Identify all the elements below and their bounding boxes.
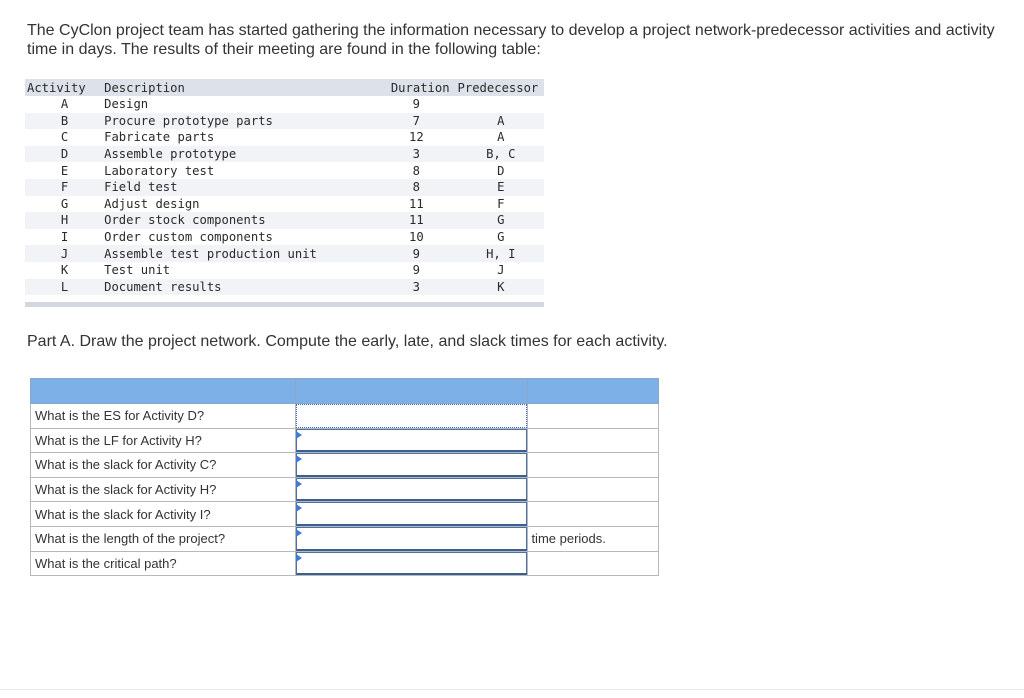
activity-duration: 12 (375, 129, 457, 146)
question-label: What is the critical path? (31, 551, 296, 576)
activity-id: G (25, 196, 104, 213)
activity-table-footer-bar (25, 302, 544, 307)
question-row (31, 453, 659, 478)
activity-predecessor: F (458, 196, 544, 213)
question-label: What is the ES for Activity D? (31, 404, 296, 429)
question-label: What is the LF for Activity H? (31, 428, 296, 453)
activity-id: K (25, 262, 104, 279)
activity-row (25, 279, 544, 296)
activity-description: Document results (104, 279, 375, 296)
question-grid (30, 378, 659, 576)
question-row (31, 526, 659, 551)
answer-unit (528, 428, 659, 453)
activity-row (25, 129, 544, 146)
activity-description: Assemble prototype (104, 146, 375, 163)
activity-table-header (25, 79, 544, 96)
activity-description: Assemble test production unit (104, 245, 375, 262)
question-row (31, 551, 659, 576)
page-bottom-divider (0, 689, 1024, 690)
activity-row (25, 179, 544, 196)
answer-unit (528, 404, 659, 429)
question-header-cell (31, 379, 296, 404)
activity-description: Test unit (104, 262, 375, 279)
activity-id: J (25, 245, 104, 262)
activity-id: A (25, 96, 104, 113)
activity-row (25, 113, 544, 130)
header-activity: Activity (25, 79, 104, 96)
answer-flag-icon (296, 455, 302, 463)
answer-input[interactable] (296, 453, 528, 477)
activity-id: D (25, 146, 104, 163)
activity-table (25, 79, 544, 295)
activity-row (25, 262, 544, 279)
activity-row (25, 196, 544, 213)
activity-duration: 8 (375, 179, 457, 196)
question-label: What is the slack for Activity C? (31, 453, 296, 478)
answer-cell (295, 526, 528, 551)
activity-id: L (25, 279, 104, 296)
answer-cell (295, 502, 528, 527)
activity-duration: 3 (375, 279, 457, 296)
activity-id: F (25, 179, 104, 196)
activity-predecessor: G (458, 229, 544, 246)
answer-cell (295, 404, 528, 429)
activity-row (25, 146, 544, 163)
activity-row (25, 245, 544, 262)
intro-text: The CyClon project team has started gathering the information necessary to develop a project network-predecessor activities and activity time in days. The results of their meeting are found in the following table: (27, 22, 995, 58)
activity-duration: 10 (375, 229, 457, 246)
answer-input[interactable] (296, 552, 528, 576)
activity-predecessor: G (458, 212, 544, 229)
activity-description: Laboratory test (104, 162, 375, 179)
activity-predecessor: K (458, 279, 544, 296)
answer-cell (295, 453, 528, 478)
answer-unit (528, 551, 659, 576)
header-duration: Duration (375, 79, 457, 96)
answer-input[interactable] (296, 478, 528, 502)
activity-description: Design (104, 96, 375, 113)
activity-row (25, 212, 544, 229)
activity-duration: 9 (375, 262, 457, 279)
question-label: What is the length of the project? (31, 526, 296, 551)
answer-flag-icon (296, 431, 302, 439)
activity-description: Adjust design (104, 196, 375, 213)
question-row (31, 428, 659, 453)
activity-id: H (25, 212, 104, 229)
answer-input[interactable] (296, 429, 528, 453)
activity-predecessor: J (458, 262, 544, 279)
activity-description: Order custom components (104, 229, 375, 246)
question-label: What is the slack for Activity I? (31, 502, 296, 527)
answer-input[interactable] (296, 502, 528, 526)
activity-description: Order stock components (104, 212, 375, 229)
answer-flag-icon (296, 529, 302, 537)
header-description: Description (104, 79, 375, 96)
answer-input[interactable] (296, 404, 528, 428)
answer-unit (528, 453, 659, 478)
activity-duration: 11 (375, 212, 457, 229)
answer-unit: time periods. (528, 526, 659, 551)
answer-unit (528, 477, 659, 502)
question-row (31, 404, 659, 429)
activity-predecessor: H, I (458, 245, 544, 262)
activity-duration: 9 (375, 245, 457, 262)
answer-unit (528, 502, 659, 527)
activity-predecessor: A (458, 129, 544, 146)
question-row (31, 477, 659, 502)
unit-header-cell (528, 379, 659, 404)
answer-flag-icon (296, 504, 302, 512)
question-label: What is the slack for Activity H? (31, 477, 296, 502)
activity-predecessor (458, 96, 544, 113)
activity-id: I (25, 229, 104, 246)
activity-description: Field test (104, 179, 375, 196)
activity-description: Fabricate parts (104, 129, 375, 146)
activity-predecessor: D (458, 162, 544, 179)
part-a-instructions: Part A. Draw the project network. Compute the early, late, and slack times for each activity. (27, 333, 668, 350)
header-predecessor: Predecessor (458, 79, 544, 96)
activity-duration: 7 (375, 113, 457, 130)
activity-row (25, 229, 544, 246)
answer-cell (295, 477, 528, 502)
question-row (31, 502, 659, 527)
answer-cell (295, 551, 528, 576)
activity-predecessor: A (458, 113, 544, 130)
answer-flag-icon (296, 480, 302, 488)
activity-id: C (25, 129, 104, 146)
activity-row (25, 96, 544, 113)
activity-predecessor: B, C (458, 146, 544, 163)
activity-duration: 9 (375, 96, 457, 113)
activity-duration: 8 (375, 162, 457, 179)
activity-duration: 3 (375, 146, 457, 163)
question-grid-header (31, 379, 659, 404)
activity-row (25, 162, 544, 179)
activity-description: Procure prototype parts (104, 113, 375, 130)
activity-duration: 11 (375, 196, 457, 213)
activity-predecessor: E (458, 179, 544, 196)
answer-cell (295, 428, 528, 453)
answer-flag-icon (296, 554, 302, 562)
answer-input[interactable] (296, 527, 528, 551)
answer-header-cell (295, 379, 528, 404)
activity-id: B (25, 113, 104, 130)
activity-id: E (25, 162, 104, 179)
